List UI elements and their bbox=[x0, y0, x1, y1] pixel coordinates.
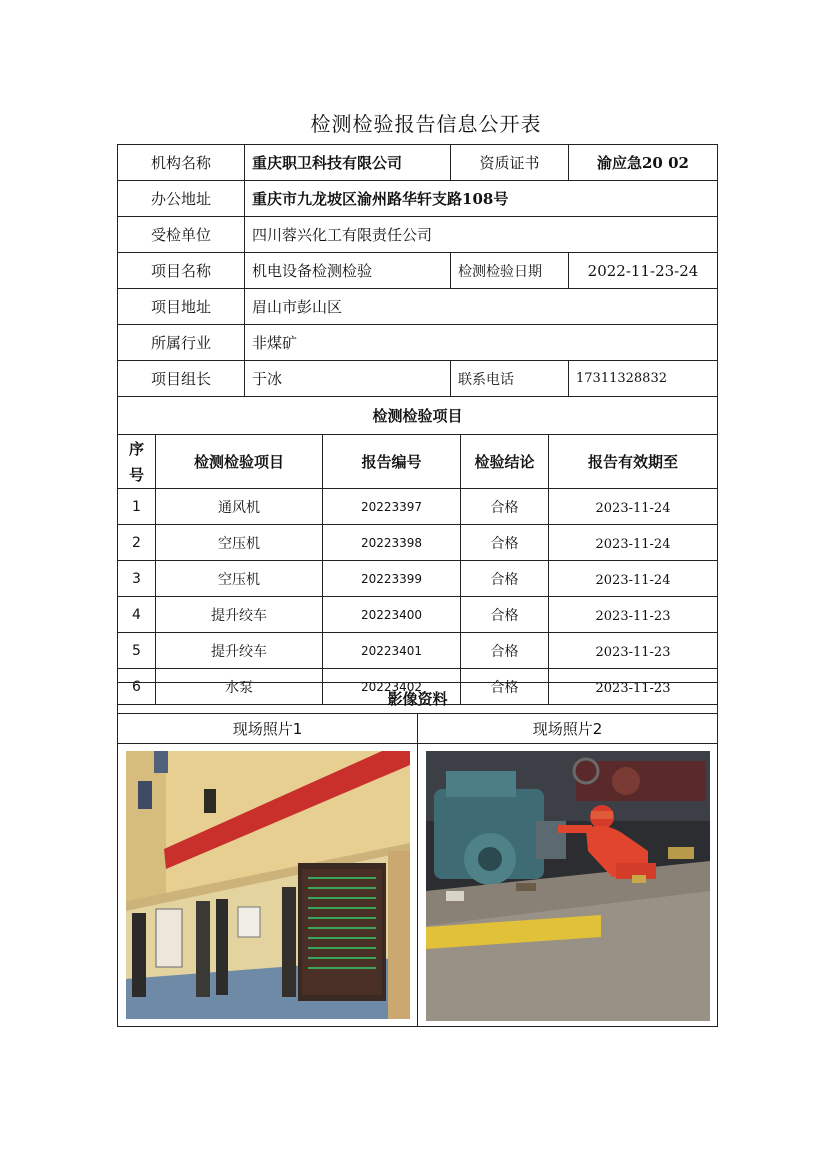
row-valid-until: 2023-11-24 bbox=[549, 489, 718, 525]
row-report-no: 20223399 bbox=[323, 561, 461, 597]
row-seq: 2 bbox=[118, 525, 156, 561]
row-item: 水泵 bbox=[156, 669, 323, 705]
date-value: 2022-11-23-24 bbox=[569, 253, 718, 289]
row-report-no: 20223397 bbox=[323, 489, 461, 525]
phone-label: 联系电话 bbox=[451, 361, 569, 397]
table-row bbox=[118, 633, 718, 669]
date-label: 检测检验日期 bbox=[451, 253, 569, 289]
row-conclusion: 合格 bbox=[461, 561, 549, 597]
photos-section-row bbox=[118, 683, 718, 714]
photo-2-caption: 现场照片2 bbox=[418, 714, 718, 744]
row-report-no: 20223400 bbox=[323, 597, 461, 633]
info-row-leader bbox=[118, 361, 718, 397]
table-row bbox=[118, 489, 718, 525]
row-valid-until: 2023-11-24 bbox=[549, 525, 718, 561]
row-conclusion: 合格 bbox=[461, 489, 549, 525]
row-conclusion: 合格 bbox=[461, 525, 549, 561]
project-value: 机电设备检测检验 bbox=[245, 253, 451, 289]
page-title: 检测检验报告信息公开表 bbox=[310, 112, 542, 136]
row-item: 空压机 bbox=[156, 525, 323, 561]
photos-section-heading: 影像资料 bbox=[118, 683, 718, 714]
site-photo-inspection bbox=[426, 751, 710, 1021]
site-value: 眉山市彭山区 bbox=[245, 289, 718, 325]
items-header-row bbox=[118, 435, 718, 489]
info-row-address bbox=[118, 181, 718, 217]
row-report-no: 20223401 bbox=[323, 633, 461, 669]
photos-table bbox=[117, 682, 718, 1027]
row-valid-until: 2023-11-24 bbox=[549, 561, 718, 597]
row-seq: 1 bbox=[118, 489, 156, 525]
row-conclusion: 合格 bbox=[461, 597, 549, 633]
info-row-client bbox=[118, 217, 718, 253]
leader-value: 于冰 bbox=[245, 361, 451, 397]
info-row-items-section bbox=[118, 397, 718, 435]
photo-2-cell bbox=[418, 744, 718, 1027]
client-value: 四川蓉兴化工有限责任公司 bbox=[245, 217, 718, 253]
row-item: 空压机 bbox=[156, 561, 323, 597]
org-name-value: 重庆职卫科技有限公司 bbox=[245, 145, 451, 181]
leader-label: 项目组长 bbox=[118, 361, 245, 397]
row-seq: 4 bbox=[118, 597, 156, 633]
row-seq: 5 bbox=[118, 633, 156, 669]
info-row-industry bbox=[118, 325, 718, 361]
header-seq: 序号 bbox=[118, 435, 156, 489]
info-row-site bbox=[118, 289, 718, 325]
header-conclusion: 检验结论 bbox=[461, 435, 549, 489]
table-row bbox=[118, 525, 718, 561]
row-item: 通风机 bbox=[156, 489, 323, 525]
row-conclusion: 合格 bbox=[461, 669, 549, 705]
row-report-no: 20223402 bbox=[323, 669, 461, 705]
photos-caption-row bbox=[118, 714, 718, 744]
industry-label: 所属行业 bbox=[118, 325, 245, 361]
photo-1-cell bbox=[118, 744, 418, 1027]
cert-label: 资质证书 bbox=[451, 145, 569, 181]
site-photo-building bbox=[126, 751, 410, 1019]
header-item: 检测检验项目 bbox=[156, 435, 323, 489]
row-valid-until: 2023-11-23 bbox=[549, 669, 718, 705]
row-valid-until: 2023-11-23 bbox=[549, 633, 718, 669]
row-valid-until: 2023-11-23 bbox=[549, 597, 718, 633]
table-row bbox=[118, 561, 718, 597]
industry-value: 非煤矿 bbox=[245, 325, 718, 361]
site-label: 项目地址 bbox=[118, 289, 245, 325]
row-report-no: 20223398 bbox=[323, 525, 461, 561]
org-name-label: 机构名称 bbox=[118, 145, 245, 181]
row-seq: 6 bbox=[118, 669, 156, 705]
items-section-heading: 检测检验项目 bbox=[118, 397, 718, 435]
cert-value: 渝应急20 02 bbox=[569, 145, 718, 181]
row-conclusion: 合格 bbox=[461, 633, 549, 669]
photos-image-row bbox=[118, 744, 718, 1027]
info-row-project bbox=[118, 253, 718, 289]
project-label: 项目名称 bbox=[118, 253, 245, 289]
row-item: 提升绞车 bbox=[156, 633, 323, 669]
info-table bbox=[117, 144, 718, 435]
address-value: 重庆市九龙坡区渝州路华轩支路108号 bbox=[245, 181, 718, 217]
row-item: 提升绞车 bbox=[156, 597, 323, 633]
address-label: 办公地址 bbox=[118, 181, 245, 217]
row-seq: 3 bbox=[118, 561, 156, 597]
phone-value: 17311328832 bbox=[569, 361, 718, 397]
items-table bbox=[117, 434, 718, 705]
photo-1-caption: 现场照片1 bbox=[118, 714, 418, 744]
client-label: 受检单位 bbox=[118, 217, 245, 253]
info-row-org bbox=[118, 145, 718, 181]
header-valid-until: 报告有效期至 bbox=[549, 435, 718, 489]
table-row bbox=[118, 597, 718, 633]
header-report-no: 报告编号 bbox=[323, 435, 461, 489]
